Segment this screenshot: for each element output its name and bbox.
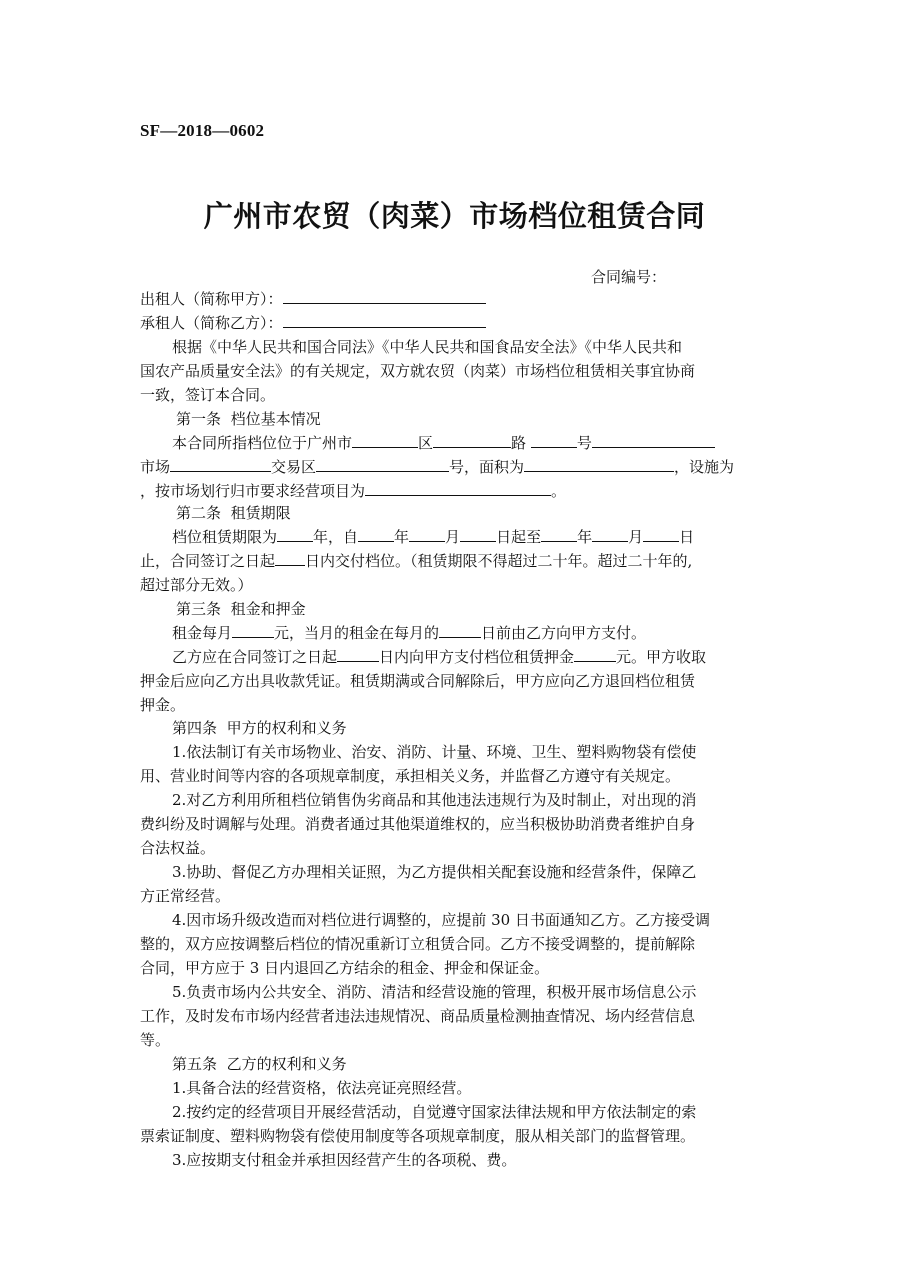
- deposit-amount-blank[interactable]: [574, 646, 616, 662]
- article-number: 第一条: [176, 410, 222, 428]
- lessee-line: [140, 311, 770, 335]
- text: 年: [394, 528, 410, 546]
- article-4-line: 4.因市场升级改造而对档位进行调整的，应提前 30 日书面通知乙方。乙方接受调: [172, 911, 710, 929]
- market-blank[interactable]: [170, 456, 271, 472]
- article-2-line: 超过部分无效。）: [140, 576, 253, 594]
- address-blank[interactable]: [592, 432, 715, 448]
- text: 元，当月的租金在每月的: [274, 624, 440, 642]
- preamble-line: 国农产品质量安全法》的有关规定，双方就农贸（肉菜）市场档位租赁相关事宜协商: [140, 362, 696, 380]
- article-5-line: 1.具备合法的经营资格，依法亮证亮照经营。: [172, 1079, 472, 1097]
- document-code: SF—2018—0602: [140, 121, 265, 140]
- text: 号，面积为: [449, 458, 525, 476]
- article-number: 第四条: [172, 719, 218, 737]
- text: 租金每月: [172, 624, 233, 642]
- article-2-line: [140, 525, 802, 549]
- business-items-blank[interactable]: [365, 480, 551, 496]
- area-blank[interactable]: [524, 456, 674, 472]
- text: 交易区: [271, 458, 317, 476]
- article-1-line: [140, 455, 770, 479]
- article-4-line: 方正常经营。: [140, 887, 231, 905]
- article-5-line: 3.应按期支付租金并承担因经营产生的各项税、费。: [172, 1151, 517, 1169]
- term-years-blank[interactable]: [277, 526, 313, 542]
- article-title: 甲方的权利和义务: [226, 719, 347, 737]
- text: 本合同所指档位位于广州市: [172, 434, 353, 452]
- text: 乙方应在合同签订之日起: [172, 648, 338, 666]
- start-day-blank[interactable]: [460, 526, 496, 542]
- text: 元。甲方收取: [616, 648, 707, 666]
- article-number: 第二条: [176, 504, 222, 522]
- end-year-blank[interactable]: [541, 526, 577, 542]
- preamble-line: 一致，签订本合同。: [140, 386, 276, 404]
- article-5-line: 2.按约定的经营项目开展经营活动，自觉遵守国家法律法规和甲方依法制定的索: [172, 1103, 697, 1121]
- text: ，按市场划行归市要求经营项目为: [140, 482, 366, 500]
- text: 市场: [140, 458, 171, 476]
- payment-day-blank[interactable]: [439, 622, 481, 638]
- text: 号: [576, 434, 592, 452]
- road-blank[interactable]: [433, 432, 511, 448]
- text: 月: [628, 528, 644, 546]
- article-title: 乙方的权利和义务: [226, 1055, 347, 1073]
- trade-zone-blank[interactable]: [316, 456, 449, 472]
- article-title: 租赁期限: [230, 504, 291, 522]
- contract-number-label: 合同编号：: [591, 268, 667, 286]
- text: 日起至: [496, 528, 542, 546]
- article-5-line: 票索证制度、塑料购物袋有偿使用制度等各项规章制度，服从相关部门的监督管理。: [140, 1127, 696, 1145]
- text: 日: [679, 528, 695, 546]
- text: 区: [418, 434, 434, 452]
- article-4-line: 费纠纷及时调解与处理。消费者通过其他渠道维权的，应当积极协助消费者维护自身: [140, 815, 696, 833]
- article-2-line: [140, 549, 770, 573]
- article-4-line: 等。: [140, 1031, 171, 1049]
- article-4-line: 5.负责市场内公共安全、消防、清洁和经营设施的管理，积极开展市场信息公示: [172, 983, 697, 1001]
- text: 日内向甲方支付档位租赁押金: [379, 648, 575, 666]
- article-1-line: [140, 431, 802, 455]
- deposit-days-blank[interactable]: [337, 646, 379, 662]
- text: 止，合同签订之日起: [140, 552, 276, 570]
- lessee-label: 承租人（简称乙方）：: [140, 314, 283, 332]
- article-4-heading: [140, 716, 802, 740]
- end-month-blank[interactable]: [592, 526, 628, 542]
- end-day-blank[interactable]: [643, 526, 679, 542]
- article-4-line: 用、营业时间等内容的各项规章制度，承担相关义务，并监督乙方遵守有关规定。: [140, 767, 681, 785]
- lessor-blank[interactable]: [283, 288, 486, 304]
- article-title: 租金和押金: [230, 600, 306, 618]
- article-title: 档位基本情况: [230, 410, 321, 428]
- monthly-rent-blank[interactable]: [232, 622, 274, 638]
- article-4-line: 工作，及时发布市场内经营者违法违规情况、商品质量检测抽查情况、场内经营信息: [140, 1007, 696, 1025]
- lessee-blank[interactable]: [283, 312, 486, 328]
- start-month-blank[interactable]: [409, 526, 445, 542]
- article-4-line: 合法权益。: [140, 839, 216, 857]
- article-number: 第三条: [176, 600, 222, 618]
- district-blank[interactable]: [352, 432, 418, 448]
- text: 月: [445, 528, 461, 546]
- article-3-line: 押金。: [140, 696, 186, 714]
- article-2-heading: [140, 501, 806, 525]
- text: ，设施为: [674, 458, 735, 476]
- article-3-line: [140, 645, 802, 669]
- article-3-line: 押金后应向乙方出具收款凭证。租赁期满或合同解除后，甲方应向乙方退回档位租赁: [140, 672, 696, 690]
- article-3-line: [140, 621, 802, 645]
- article-number: 第五条: [172, 1055, 218, 1073]
- article-4-line: 3.协助、督促乙方办理相关证照，为乙方提供相关配套设施和经营条件，保障乙: [172, 863, 697, 881]
- article-4-line: 合同，甲方应于 3 日内退回乙方结余的租金、押金和保证金。: [140, 959, 550, 977]
- article-4-line: 1.依法制订有关市场物业、治安、消防、计量、环境、卫生、塑料购物袋有偿使: [172, 743, 697, 761]
- text: 档位租赁期限为: [172, 528, 278, 546]
- text: 年，自: [313, 528, 359, 546]
- text: 年: [577, 528, 593, 546]
- article-1-line: [140, 479, 770, 503]
- delivery-days-blank[interactable]: [275, 550, 305, 566]
- article-5-heading: [140, 1052, 802, 1076]
- article-4-line: 整的，双方应按调整后档位的情况重新订立租赁合同。乙方不接受调整的，提前解除: [140, 935, 696, 953]
- number-blank[interactable]: [531, 432, 577, 448]
- page-title: 广州市农贸（肉菜）市场档位租赁合同: [203, 199, 706, 233]
- text: 。: [551, 482, 567, 500]
- article-3-heading: [140, 597, 806, 621]
- lessor-line: [140, 287, 770, 311]
- lessor-label: 出租人（简称甲方）：: [140, 290, 283, 308]
- preamble-line: 根据《中华人民共和国合同法》《中华人民共和国食品安全法》《中华人民共和: [172, 338, 683, 356]
- start-year-blank[interactable]: [358, 526, 394, 542]
- text: 日前由乙方向甲方支付。: [481, 624, 647, 642]
- article-4-line: 2.对乙方利用所租档位销售伪劣商品和其他违法违规行为及时制止，对出现的消: [172, 791, 697, 809]
- article-1-heading: [140, 407, 806, 431]
- text: 路: [511, 434, 527, 452]
- text: 日内交付档位。（租赁期限不得超过二十年。超过二十年的,: [305, 552, 693, 570]
